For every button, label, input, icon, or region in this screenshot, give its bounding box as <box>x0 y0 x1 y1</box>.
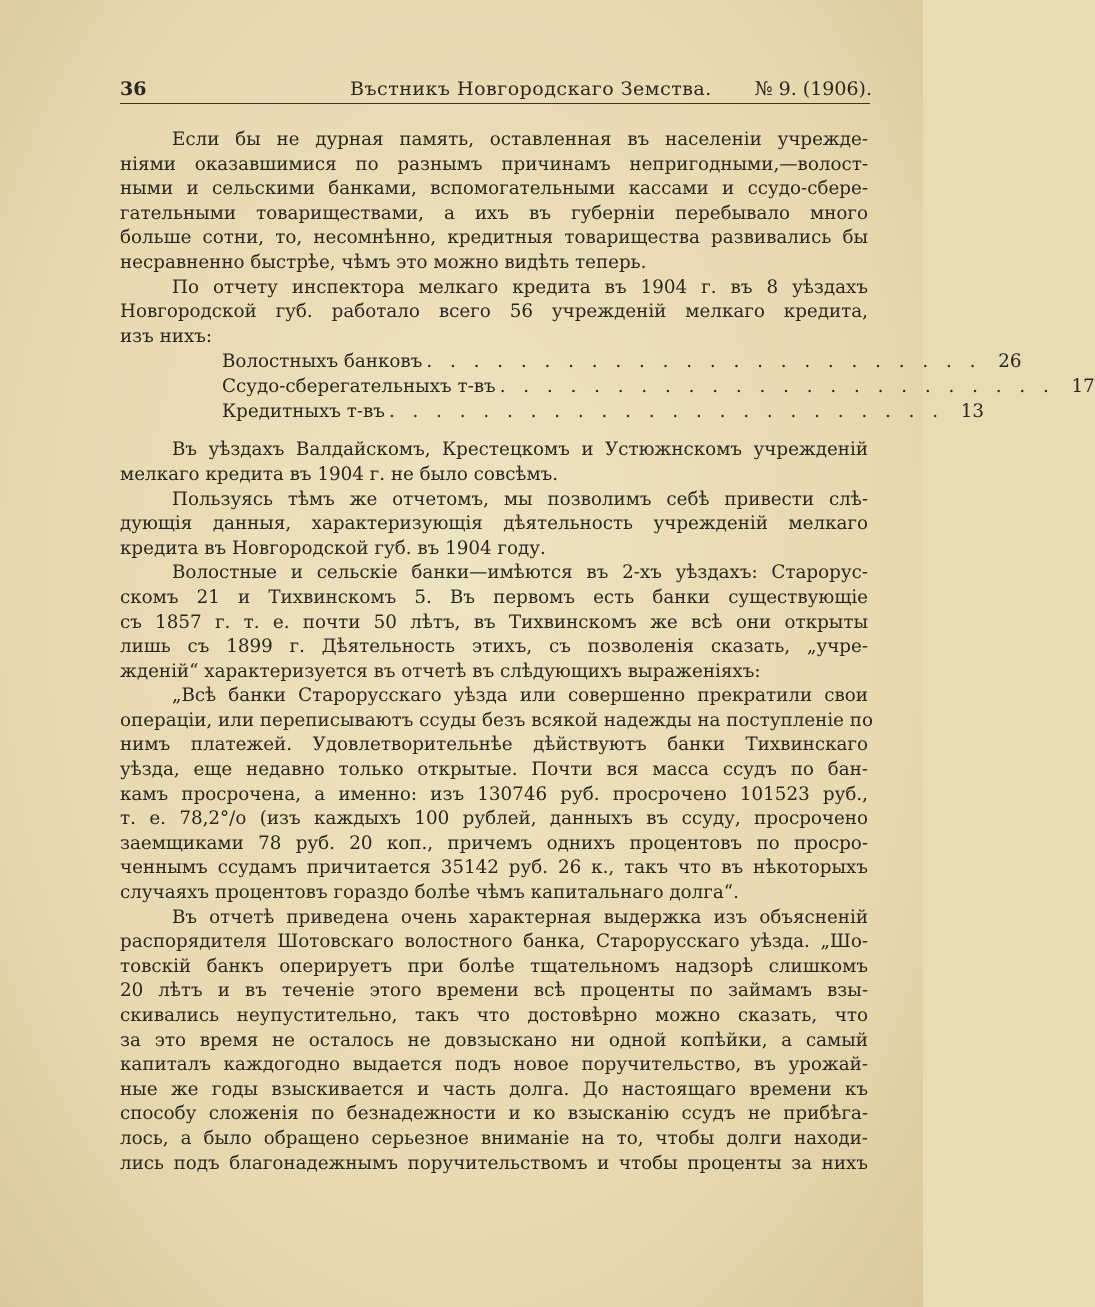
running-header <box>120 76 872 102</box>
text-line: Въ уѣздахъ Валдайскомъ, Крестецкомъ и Устюжнскомъ учрежденій <box>172 439 868 461</box>
table-value: 17 <box>1071 376 1095 398</box>
journal-title: Въстникъ Новгородскаго Земства. <box>350 78 712 100</box>
table-label: Ссудо-сберегательныхъ т-въ <box>222 376 496 398</box>
text-line: нимъ платежей. Удовлетворительнѣе дѣйствуютъ банки Тихвинскаго <box>120 734 868 756</box>
text-line: камъ просрочена, а именно: изъ 130746 руб. просрочено 101523 руб., <box>120 783 868 805</box>
paragraph-7 <box>120 906 868 1177</box>
text-line: Пользуясь тѣмъ же отчетомъ, мы позволимъ себѣ привести слѣ- <box>172 488 868 510</box>
paragraph-6-quote <box>120 684 873 905</box>
issue-number: № 9. (1906). <box>754 78 872 100</box>
text-line: Если бы не дурная память, оставленная въ населеніи учрежде- <box>172 129 868 150</box>
text-line: капиталъ каждогодно выдается подъ новое поручительство, въ урожай- <box>120 1054 868 1076</box>
table-value: 13 <box>960 401 985 423</box>
text-line: кредита въ Новгородской губ. въ 1904 году. <box>120 537 546 559</box>
text-line: гательными товариществами, а ихъ въ губерніи перебывало много <box>120 202 868 224</box>
text-line: несравненно быстрѣе, чѣмъ это можно видѣть теперь. <box>120 251 647 273</box>
paragraph-4 <box>120 488 868 562</box>
text-line: способу сложенія по безнадежности и ко взысканію ссудъ не прибѣга- <box>120 1103 868 1125</box>
text-line: изъ нихъ: <box>120 325 213 347</box>
text-line: больше сотни, то, несомнѣнно, кредитныя товарищества развивались бы <box>120 227 868 249</box>
text-line: т. е. 78,2°/о (изъ каждыхъ 100 рублей, данныхъ въ ссуду, просрочено <box>120 808 868 830</box>
text-line: ченнымъ ссудамъ причитается 35142 руб. 26 к., такъ что въ нѣкоторыхъ <box>120 857 868 879</box>
text-line: скивались неупустительно, такъ что достовѣрно можно сказать, что <box>120 1005 868 1026</box>
dot-leader: . . . . . . . . . . . . . . . . . . . . . . . . <box>388 401 945 423</box>
text-line: за это время не осталось не довзыскано ни одной копѣйки, а самый <box>120 1029 868 1051</box>
text-line: случаяхъ процентовъ гораздо болѣе чѣмъ капитальнаго долга“. <box>120 882 739 904</box>
table-value: 26 <box>998 351 1022 373</box>
table-row <box>222 349 1022 374</box>
text-line: съ 1857 г. т. е. почти 50 лѣтъ, въ Тихвинскомъ же всѣ они открыты <box>120 611 868 633</box>
text-line: жденій“ характеризуется въ отчетѣ въ слѣдующихъ выраженіяхъ: <box>120 660 761 682</box>
text-line: операціи, или переписываютъ ссуды безъ всякой надежды на поступленіе по <box>120 709 873 731</box>
text-line: ными и сельскими банками, вспомогательными кассами и ссудо-сбере- <box>120 178 868 200</box>
dot-leader: . . . . . . . . . . . . . . . . . . . . . . . . <box>499 376 1055 398</box>
text-line: дующія данныя, характеризующія дѣятельность учрежденій мелкаго <box>120 513 868 535</box>
article-body <box>120 128 1095 1176</box>
text-line: товскій банкъ оперируетъ при болѣе тщательномъ надзорѣ слишкомъ <box>120 955 868 977</box>
paragraph-5 <box>120 561 868 684</box>
text-line: лись подъ благонадежнымъ поручительствомъ и чтобы проценты за нихъ <box>120 1152 868 1174</box>
paragraph-3 <box>120 438 868 487</box>
dot-leader: . . . . . . . . . . . . . . . . . . . . . . . . <box>426 351 982 373</box>
table-label: Кредитныхъ т-въ <box>222 401 385 423</box>
text-line: скомъ 21 и Тихвинскомъ 5. Въ первомъ есть банки существующіе <box>120 586 868 608</box>
page-number: 36 <box>120 78 147 100</box>
text-line: мелкаго кредита въ 1904 г. не было совсѣмъ. <box>120 463 559 485</box>
text-line: ные же годы взыскивается и часть долга. До настоящаго времени къ <box>120 1078 868 1100</box>
paragraph-2 <box>120 276 868 350</box>
text-line: ніями оказавшимися по разнымъ причинамъ непригодными,—волост- <box>120 153 868 175</box>
spacer <box>120 424 868 438</box>
table-label: Волостныхъ банковъ <box>222 351 423 373</box>
paragraph-1 <box>120 128 868 276</box>
table-row <box>222 399 985 424</box>
text-line: Въ отчетѣ приведена очень характерная выдержка изъ объясненій <box>172 906 868 928</box>
text-line: 20 лѣтъ и въ теченіе этого времени всѣ проценты по займамъ взы- <box>120 980 868 1002</box>
text-line: уѣзда, еще недавно только открытые. Почти вся масса ссудъ по бан- <box>120 759 868 781</box>
text-line: лось, а было обращено серьезное вниманіе на то, чтобы долги находи- <box>120 1127 868 1149</box>
text-line: заемщиками 78 руб. 20 коп., причемъ однихъ процентовъ по просро- <box>120 832 868 854</box>
institutions-table <box>222 349 1095 424</box>
table-row <box>222 374 1095 399</box>
text-line: лишь съ 1899 г. Дѣятельность этихъ, съ позволенія сказать, „учре- <box>120 636 868 658</box>
text-line: „Всѣ банки Старорусскаго уѣзда или совершенно прекратили свои <box>172 685 868 707</box>
text-line: По отчету инспектора мелкаго кредита въ 1904 г. въ 8 уѣздахъ <box>172 276 868 298</box>
text-line: распорядителя Шотовскаго волостного банка, Старорусскаго уѣзда. „Шо- <box>120 931 868 953</box>
text-line: Новгородской губ. работало всего 56 учрежденій мелкаго кредита, <box>120 301 868 323</box>
text-line: Волостные и сельскіе банки—имѣются въ 2-хъ уѣздахъ: Старорус- <box>172 562 868 584</box>
header-rule <box>120 103 870 104</box>
